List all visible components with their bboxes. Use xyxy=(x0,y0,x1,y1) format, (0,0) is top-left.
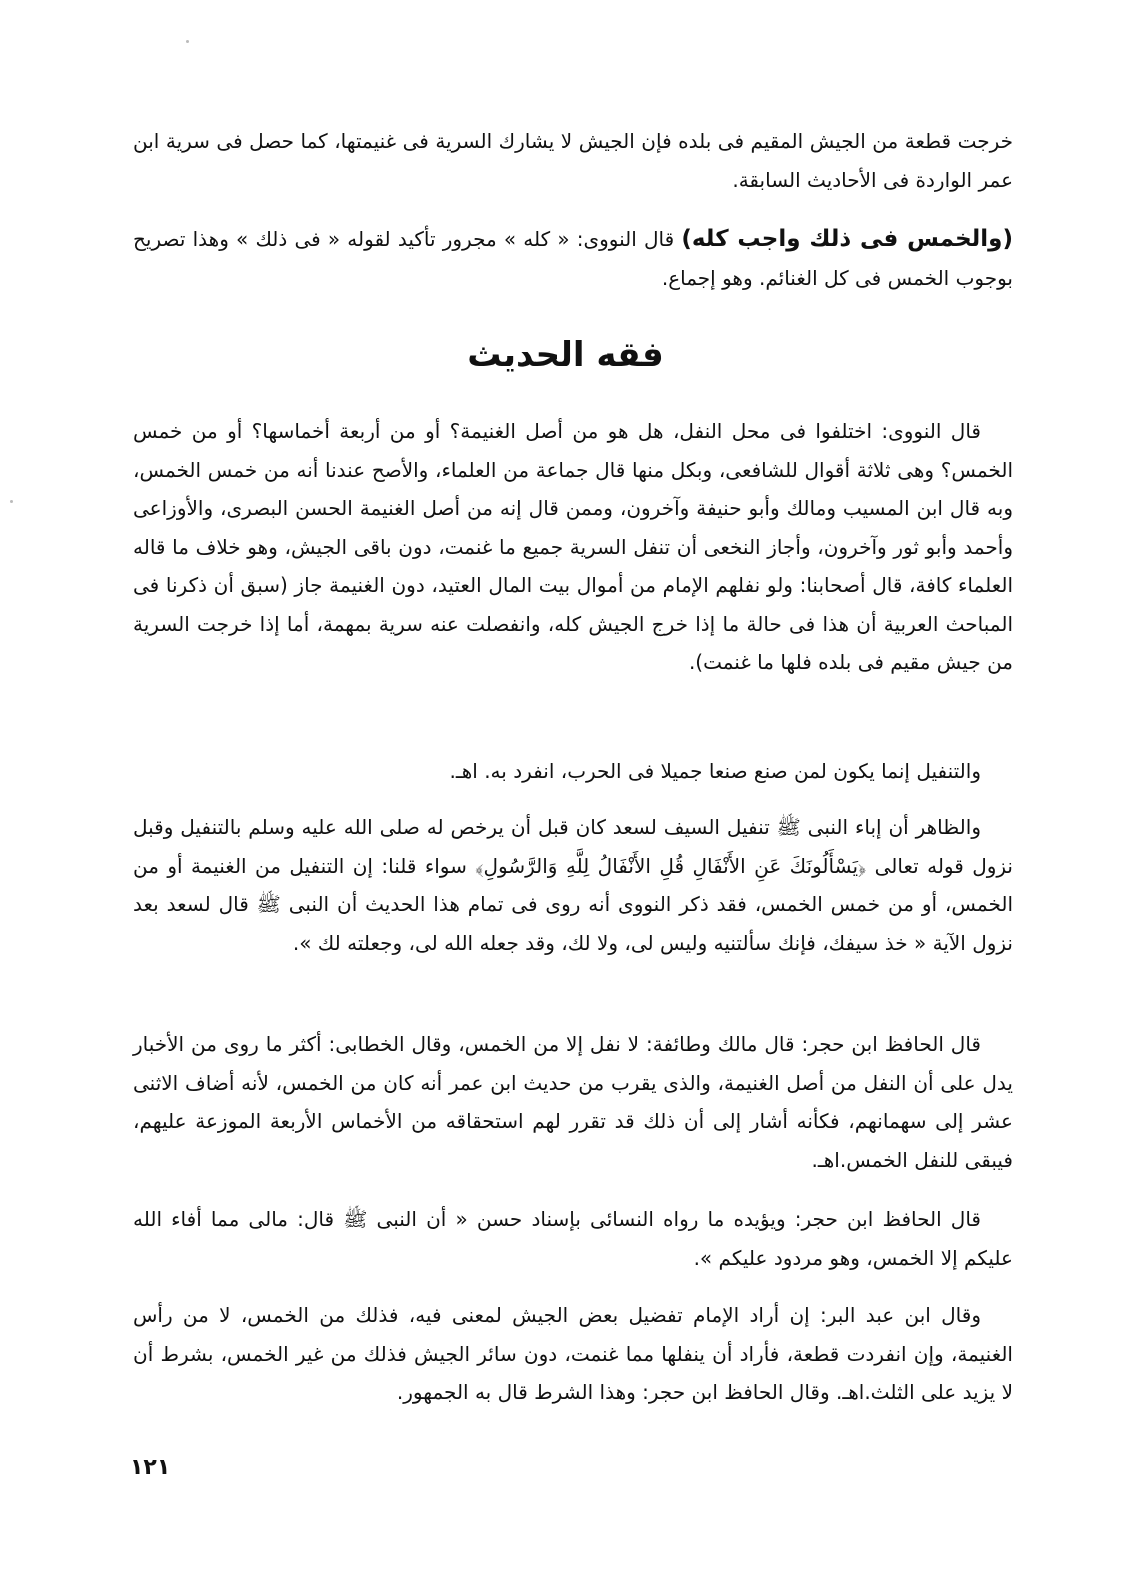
body-text: قال النووى: اختلفوا فى محل النفل، هل هو من أصل الغنيمة؟ أو من أربعة أخماسها؟ أو من خمس الخمس؟ وهى ثلاثة أقوال للشافعى، وبكل منها قال جماعة من العلماء، والأصح عندنا أنه من خمس الخمس، وبه قال ابن المسيب ومالك وأبو حنيفة وآخرون، وممن قال إنه من أصل الغنيمة الحسن البصرى، والأوزاعى وأحمد وأبو ثور وآخرون، وأجاز النخعى أن تنفل السرية جميع ما غنمت، دون باقى الجيش، وهو خلاف ما قاله العلماء كافة، قال أصحابنا: ولو نفلهم الإمام من أموال بيت المال العتيد، دون الغنيمة جاز (سبق أن ذكرنا فى المباحث العربية أن هذا فى حالة ما إذا خرج الجيش كله، وانفصلت عنه سرية بمهمة، أما إذا خرجت السرية من جيش مقيم فى بلده فلها ما غنمت). xyxy=(133,419,1013,674)
body-paragraph-2 xyxy=(133,752,1013,791)
body-paragraph-6 xyxy=(133,1296,1013,1412)
intro-paragraph xyxy=(133,122,1013,199)
body-text: وقال ابن عبد البر: إن أراد الإمام تفضيل بعض الجيش لمعنى فيه، فذلك من الخمس، لا من رأس الغنيمة، وإن انفردت قطعة، فأراد أن ينفلها مما غنمت، دون سائر الجيش فذلك من غير الخمس، بشرط أن لا يزيد على الثلث.اهـ. وقال الحافظ ابن حجر: وهذا الشرط قال به الجمهور. xyxy=(133,1303,1013,1404)
body-paragraph-4 xyxy=(133,1025,1013,1179)
body-text: والظاهر أن إباء النبى ﷺ تنفيل السيف لسعد كان قبل أن يرخص له صلى الله عليه وسلم بالتنفيل وقبل نزول قوله تعالى ﴿يَسْأَلُونَكَ عَنِ الأَنْفَالِ قُلِ الأَنْفَالُ لِلَّهِ وَالرَّسُولِ﴾ سواء قلنا: إن التنفيل من الغنيمة أو من الخمس، أو من خمس الخمس، فقد ذكر النووى أنه روى فى تمام هذا الحديث أن النبى ﷺ قال لسعد بعد نزول الآية « خذ سيفك، فإنك سألتنيه وليس لى، ولا لك، وقد جعله الله لى، وجعلته لك ». xyxy=(133,815,1013,955)
khums-commentary: قال النووى: « كله » مجرور تأكيد لقوله « فى ذلك » وهذا تصريح بوجوب الخمس فى كل الغنائم. وهو إجماع. xyxy=(133,227,1013,290)
khums-bold-quote: (والخمس فى ذلك واجب كله) xyxy=(681,226,1013,252)
intro-text: خرجت قطعة من الجيش المقيم فى بلده فإن الجيش لا يشارك السرية فى غنيمتها، كما حصل فى سرية ابن عمر الواردة فى الأحاديث السابقة. xyxy=(133,129,1013,192)
section-heading: فقه الحديث xyxy=(467,335,664,375)
scan-speck xyxy=(10,500,13,503)
khums-paragraph xyxy=(133,220,1013,297)
body-paragraph-3 xyxy=(133,808,1013,962)
page-number: ١٢١ xyxy=(130,1455,171,1480)
scan-speck xyxy=(186,40,189,43)
body-paragraph-1 xyxy=(133,412,1013,682)
body-text: والتنفيل إنما يكون لمن صنع صنعا جميلا فى الحرب، انفرد به. اهـ. xyxy=(449,759,981,783)
body-text: قال الحافظ ابن حجر: ويؤيده ما رواه النسائى بإسناد حسن « أن النبى ﷺ قال: مالى مما أفاء الله عليكم إلا الخمس، وهو مردود عليكم ». xyxy=(133,1207,1013,1270)
body-text: قال الحافظ ابن حجر: قال مالك وطائفة: لا نفل إلا من الخمس، وقال الخطابى: أكثر ما روى من الأخبار يدل على أن النفل من أصل الغنيمة، والذى يقرب من حديث ابن عمر أنه كان من الخمس، لأنه أضاف الاثنى عشر إلى سهمانهم، فكأنه أشار إلى أن ذلك قد تقرر لهم استحقاقه من الأخماس الأربعة الموزعة عليهم، فيبقى للنفل الخمس.اهـ. xyxy=(133,1032,1013,1172)
body-paragraph-5 xyxy=(133,1200,1013,1277)
